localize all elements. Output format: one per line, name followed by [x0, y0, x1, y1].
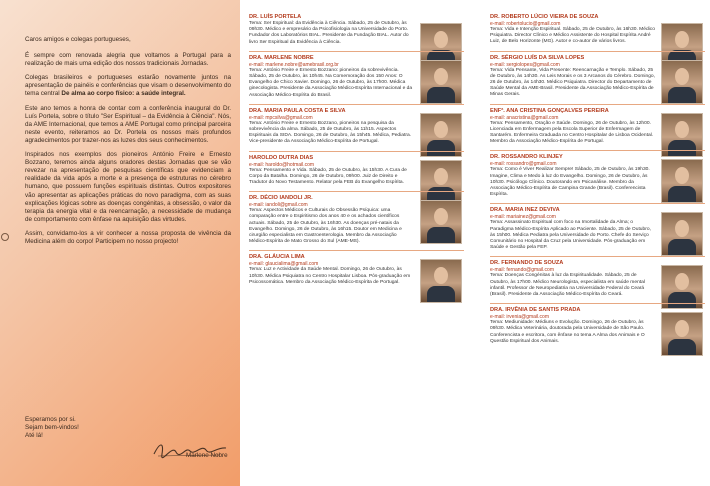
photo-head [434, 31, 448, 48]
speaker-photo [661, 312, 703, 356]
speaker-name: DR. LUÍS PORTELA [249, 14, 302, 20]
photo-head [675, 273, 689, 290]
speaker-separator [490, 203, 705, 204]
photo-torso [427, 227, 455, 243]
speaker-description: Tema: António Freire e Ernesto Bozzano: pioneiros da sobrevivência. Sábado, 25 de Outubro, às 10h45. Na Comemoração dos 150 Anos: O Evangelho de Chico Xavier. Domingo, 26 de Outubro, às 17h00. Médica ginecologista. Presidente da Associação Médico-Espírita Internacional e da Associação Médico-Espírita do Brasil. [249, 67, 413, 98]
speaker-separator [490, 104, 705, 105]
speaker-description: Tema: Ser Espiritual: da Evidência à Ciência. Sábado, 25 de Outubro, às 09h30. Médico e empresário da Psicofisiologia na Universidade do Porto. Fundador dos Laboratórios BIAL. Presidente da Fundação BIAL. Autor do livro Ser Espiritual da Evidência à Ciência. [249, 21, 409, 45]
speaker-separator [249, 191, 464, 192]
speaker-separator [490, 51, 705, 52]
closing-line-1: Esperamos por si. [25, 416, 76, 423]
speaker-description: Tema: António Freire e Ernesto Bozzano, pioneiros na pesquisa da sobrevivência da alma. Sábado, 25 de Outubro, às 11h15. Aspectos Espirituais da SIDA. Domingo, 26 de Outubro, às 15h45. Médica, Pediatra. Vice-presidente da Associação Médico-Espírita de Portugal. [249, 120, 412, 145]
photo-torso [668, 239, 696, 255]
photo-torso [427, 286, 455, 302]
letter-paragraph-2 [25, 74, 231, 98]
speaker-entry [249, 191, 464, 245]
speaker-photo [420, 200, 462, 244]
speaker-entry [490, 303, 705, 345]
speaker-description: Tema: Mediunidade: Médiuns e Evolução. Domingo, 26 de Outubro, às 09h30. Médica Veterinária, doutorada pela Universidade de São Paulo. Conferencista e escritora, com ênfase no tema A Alma dos Animais e O Questão Espiritual dos Animais. [490, 320, 645, 344]
speaker-photo [420, 60, 462, 104]
signer-name: Marlene Nobre [186, 452, 228, 459]
photo-head [434, 168, 448, 185]
photo-head [434, 267, 448, 284]
speaker-name: DRA. MARIA PAULA COSTA E SILVA [249, 107, 346, 114]
speaker-name: DR. ROBERTO LÚCIO VIEIRA DE SOUZA [490, 14, 599, 20]
photo-head [434, 208, 448, 225]
speaker-entry [490, 256, 705, 298]
speaker-name: DRA. MARLENE NOBRE [249, 54, 314, 61]
speaker-photo [420, 259, 462, 303]
speaker-photo [661, 212, 703, 256]
photo-torso [668, 339, 696, 355]
photo-torso [668, 186, 696, 202]
letter-paragraph-1: É sempre com renovada alegria que voltamos a Portugal para a realização de mais uma edição dos nossos tradicionais Jornadas. [25, 52, 231, 68]
photo-head [675, 320, 689, 337]
photo-head [675, 31, 689, 48]
speaker-email[interactable]: e-mail: haroldo@hotmail.com [249, 161, 315, 168]
letter-paragraph-5: Assim, convidamo-los a vir conhecer a nossa proposta de vivência da Medicina além do corpo! Participem no nosso projecto! [25, 229, 231, 245]
speaker-name: ENFª. ANA CRISTINA GONÇALVES PEREIRA [490, 107, 609, 114]
speaker-photo [661, 60, 703, 104]
photo-torso [427, 87, 455, 103]
speaker-name: DRA. GLÁUCIA LIMA [249, 254, 305, 261]
speaker-description: Tema: Vida e Intenção Espiritual. Sábado, 25 de Outubro, às 16h30. Médico Psiquiatra. Director Clínico e Médico Assistente do Hospital Espírita André Luiz, de Belo Horizonte (MG). Autor e co-autor de vários livros. [490, 27, 655, 45]
speaker-email[interactable]: e-mail: marlene.nobre@amebrasil.org.br [249, 61, 339, 68]
speaker-separator [249, 151, 464, 152]
photo-head [675, 68, 689, 85]
speaker-email[interactable]: e-mail: iandoli@gmail.com [249, 202, 308, 209]
speaker-email[interactable]: e-mail: anacristina@gmail.com [490, 114, 559, 121]
speakers-column-1 [249, 14, 464, 291]
photo-head [434, 121, 448, 138]
speaker-email[interactable]: e-mail: sergiolopes@gmail.com [490, 61, 560, 68]
speaker-description: Tema: Vida Pensante, Vida Presente: Reencarnação e Templo. Sábado, 25 de Outubro, às 14h30. As Leis Morais e os 3 Arcanos do Cérebro. Domingo, 26 de Outubro, às 14h30. Médico Psiquiatra. Director do Departamento de Saúde Mental da AME-Brasil. Presidente da Associação Médico-Espírita de Minas Gerais. [490, 67, 656, 98]
letter-theme: De alma ao corpo físico: a saúde integral. [61, 90, 186, 98]
speaker-entry [249, 51, 464, 99]
speaker-email[interactable]: e-mail: robertolucio@gmail.com [490, 21, 561, 27]
speaker-photo [661, 159, 703, 203]
speaker-name: DR. SÉRGIO LUÍS DA SILVA LOPES [490, 54, 585, 61]
speaker-entry [249, 250, 464, 286]
fold-mark [1, 233, 9, 241]
speaker-description: Tema: Aspectos Médicos e Culturais do Obsessão Psíquica: uma comparação entre o Espiritismo dos anos 40 e os achados científicos actuais. Sábado, 25 de Outubro, às 16h30. As doenças pré-natais da Evangelho. Domingo, 26 de Outubro, às 16h15. Doutor em Medicina e cirurgião especialista em Gastroenterologia. Membro da Associação Médico-Espírita de Mato Grosso do Sul (AME-MS). [249, 208, 402, 245]
letter-paragraph-4: Inspirados nos exemplos dos pioneiros António Freire e Ernesto Bozzano, teremos ainda alguns oradores destas Jornadas que se vão revezar na apresentação de pesquisas científicas que evidenciam a realidade da vida após a morte e a presença de estruturas no cérebro humano, que possuem funções espirituais distintas. Outros expositores vão apresentar as aplicações práticas do novo paradigma, com as suas explicações lógicas sobre as doenças congénitas, a obsessão, o valor da terapia da energia vital e da reencarnação, a necessidade de mudança de comportamento com ênfase na aquisição das virtudes. [25, 151, 231, 223]
photo-head [434, 68, 448, 85]
speaker-entry [490, 14, 705, 46]
speaker-entry [490, 150, 705, 198]
welcome-letter [25, 36, 231, 252]
letter-paragraph-3: Este ano temos a honra de contar com a conferência inaugural do Dr. Luís Portela, sobre o título "Ser Espiritual – da Evidência à Ciência". Nós, da AME Internacional, que temos a AME Portugal como principal parceira neste evento, reiteramos ao Dr. Portela os nossos mais profundos agradecimentos por trazer-nos as luzes dos seus conhecimentos. [25, 104, 231, 144]
letter-closing [25, 416, 79, 440]
speaker-email[interactable]: e-mail: glaucialima@gmail.com [249, 261, 319, 268]
speaker-separator [249, 250, 464, 251]
speaker-entry [490, 51, 705, 99]
photo-head [675, 220, 689, 237]
speaker-name: DR. ROSSANDRO KLINJEY [490, 154, 563, 161]
speaker-description: Tema: Pensamento e Vida. Sábado, 25 de Outubro, às 15h30. A Cura de Corpo da Batalha. Domingo, 26 de Outubro, 09h00. Juiz de Direito e Tradutor do Novo Testamento. Relator pela FEB do Evangelho Espírita. [249, 167, 407, 186]
speaker-description: Tema: Luz e Actividade da Saúde Mental. Domingo, 26 de Outubro, às 10h30. Médica Psiquiatra no Centro Hospitalar Lisboa. Pós-graduação em Psicossomática. Membro da Associação Médico-Espírita de Portugal. [249, 267, 411, 285]
photo-torso [668, 87, 696, 103]
speaker-name: DR. DÉCIO IANDOLI JR. [249, 195, 313, 202]
speaker-description: Tema: Assassinato Espiritual com foco na Imortalidade da Alma; o Paradigma Médico-Espírita Aplicado ao Paciente. Sábado, 25 de Outubro, às 15h00. Médica Pediatra pela Universidade do Porto. Chefe do Serviço Comunitário no Hospital da Cruz pela Universidade. Pós-graduação em Saúde e Gestão pela FEP. [490, 220, 651, 251]
speaker-name: DRA. MARIA INEZ DEVIVA [490, 207, 560, 214]
speaker-email[interactable]: e-mail: rossandro@gmail.com [490, 161, 557, 168]
speaker-name: DRA. IRVÊNIA DE SANTIS PRADA [490, 307, 581, 314]
photo-head [675, 167, 689, 184]
closing-line-2: Sejam bem-vindos! [25, 424, 79, 432]
speaker-entry [249, 104, 464, 146]
letter-greeting: Caros amigos e colegas portugueses, [25, 36, 131, 43]
speakers-column-2 [490, 14, 705, 350]
letter-p2-text: Colegas brasileiros e portugueses estarão novamente juntos na apresentação de painéis e conferências que visam o desenvolvimento do tema central [25, 74, 231, 98]
speaker-separator [249, 104, 464, 105]
speaker-entry [249, 14, 464, 46]
speaker-name: HAROLDO DUTRA DIAS [249, 154, 314, 161]
speaker-email[interactable]: e-mail: fernando@gmail.com [490, 267, 554, 274]
closing-line-3: Até lá! [25, 432, 43, 440]
speaker-description: Tema: Doenças Congénitas à luz da Espiritualidade. Sábado, 25 de Outubro, às 17h00. Médico Neurologista, especialista em saúde mental infantil. Professor de Neuropediatria na Universidade Federal do Ceará (Brasil). Presidente da Associação Médico-Espírita do Ceará. [490, 273, 645, 298]
speaker-separator [249, 51, 464, 52]
speaker-separator [490, 256, 705, 257]
speaker-entry [490, 104, 705, 146]
speaker-email[interactable]: e-mail: irvenia@gmail.com [490, 314, 549, 321]
speaker-separator [490, 150, 705, 151]
speaker-description: Tema: Como é Viver Realizar Sempre! Sábado, 25 de Outubro, às 19h30. Imagine, Clima e Medo à luz do Evangelho. Domingo, 26 de Outubro, às 10h30. Psicólogo Clínico. Doutorando em Psicanálise. Membro da Associação Médico-Espírita de Campina Grande (Brasil). Conferencista Espírita. [490, 167, 650, 198]
speaker-name: DR. FERNANDO DE SOUZA [490, 260, 564, 267]
photo-head [675, 121, 689, 138]
speaker-separator [490, 303, 705, 304]
speaker-entry [249, 151, 464, 187]
speaker-email[interactable]: e-mail: mariainez@gmail.com [490, 214, 556, 221]
speaker-description: Tema: Pensamento, Oração e Saúde. Domingo, 26 de Outubro, às 12h00. Licenciada em Enfermagem pela Escola Superior de Enfermagem de Santarém. Enfermeira Graduada no Centro Hospitalar de Lisboa Ocidental. Membro da Associação Médico-Espírita de Portugal. [490, 120, 654, 145]
speaker-entry [490, 203, 705, 251]
panel-divider [240, 0, 242, 486]
speaker-email[interactable]: e-mail: mpcsilva@gmail.com [249, 114, 313, 121]
